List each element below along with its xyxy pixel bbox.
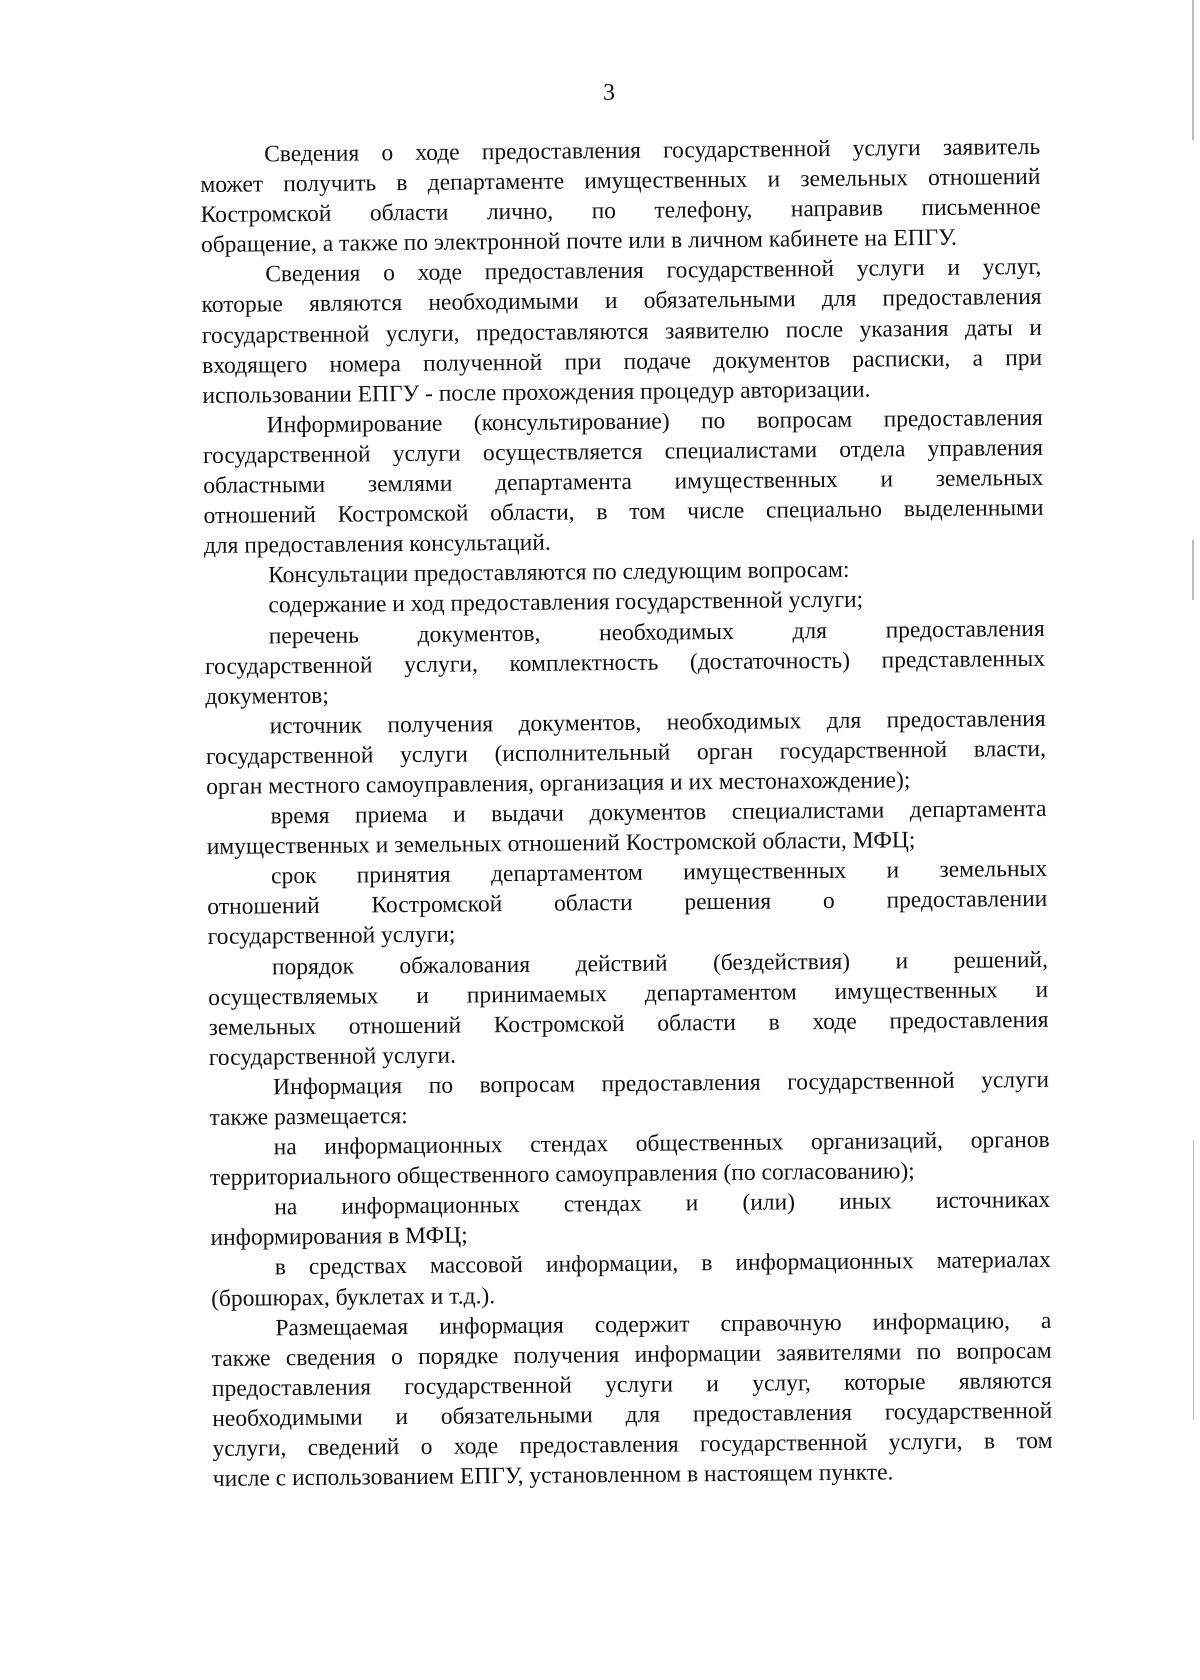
text-line: также сведения о порядке получения информации заявителями по вопросам	[211, 1337, 1052, 1372]
text-line: может получить в департаменте имущественных и земельных отношений	[200, 164, 1041, 199]
paragraph	[201, 252, 1042, 411]
text-line: Сведения о ходе предоставления государственной услуги и услуг,	[265, 254, 1042, 288]
text-line: документов;	[205, 682, 329, 710]
paragraph	[200, 132, 1041, 260]
paragraph	[209, 1065, 1050, 1133]
text-line: входящего номера полученной при подаче документов расписки, а при	[202, 344, 1043, 379]
text-line: перечень документов, необходимых для предоставления	[268, 615, 1045, 649]
text-line: числе с использованием ЕПГУ, установленном в настоящем пункте.	[212, 1459, 894, 1493]
text-line: порядок обжалования действий (бездействия) и решений,	[271, 946, 1049, 980]
paragraph	[203, 403, 1044, 562]
text-line: областными землями департамента имущественных и земельных	[203, 464, 1044, 500]
document-body	[200, 132, 1053, 1494]
text-line: источник получения документов, необходимых для предоставления	[269, 705, 1046, 740]
text-line: государственной услуги осуществляется специалистами отдела управления	[202, 434, 1044, 469]
text-line: предоставления государственной услуги и услуг, которые являются	[211, 1367, 1053, 1402]
text-line: государственной услуги, предоставляются заявителю после указания даты и	[201, 314, 1042, 349]
text-line: государственной услуги, комплектность (достаточность) представленных	[204, 645, 1046, 680]
text-line: Информирование (консультирование) по вопросам предоставления	[266, 404, 1043, 439]
text-line: использовании ЕПГУ - после прохождения процедур авторизации.	[202, 376, 871, 409]
paragraph	[210, 1185, 1051, 1253]
text-line: земельных отношений Костромской области в ходе предоставления	[208, 1006, 1049, 1041]
text-line: отношений Костромской области, в том числе специально выделенными	[203, 495, 1044, 530]
text-line: срок принятия департаментом имущественных и земельных	[270, 856, 1048, 890]
text-line: содержание и ход предоставления государственной услуги;	[268, 587, 864, 619]
text-line: территориального общественного самоуправления (по согласованию);	[209, 1158, 915, 1192]
paragraph	[210, 1125, 1051, 1193]
text-line: государственной услуги;	[207, 922, 456, 951]
text-line: Сведения о ходе предоставления государственной услуги заявитель	[264, 133, 1041, 168]
paragraph	[205, 613, 1046, 711]
scan-edge	[1192, 0, 1194, 140]
text-line: отношений Костромской области решения о предоставлении	[207, 886, 1048, 921]
text-line: которые являются необходимыми и обязательными для предоставления	[201, 284, 1042, 319]
text-line: Костромской области лично, по телефону, направив письменное	[200, 194, 1041, 229]
paragraph	[207, 854, 1048, 952]
text-line: Консультации предоставляются по следующим вопросам:	[268, 557, 850, 589]
text-line: государственной услуги (исполнительный орган государственной власти,	[205, 735, 1047, 770]
paragraph	[205, 704, 1046, 802]
text-line: обращение, а также по электронной почте или в личном кабинете на ЕПГУ.	[200, 225, 957, 259]
text-line: услуги, сведений о ходе предоставления государственной услуги, в том	[212, 1427, 1053, 1462]
text-line: для предоставления консультаций.	[203, 529, 551, 560]
text-line: имущественных и земельных отношений Костромской области, МФЦ;	[206, 827, 916, 861]
paragraph	[211, 1245, 1052, 1313]
text-line: также размещается:	[209, 1103, 408, 1131]
text-line: орган местного самоуправления, организация и их местонахождение);	[206, 767, 911, 800]
paragraph	[211, 1306, 1053, 1495]
text-line: государственной услуги.	[208, 1042, 457, 1071]
scan-edge	[1192, 540, 1194, 600]
text-line: Информация по вопросам предоставления государственной услуги	[272, 1066, 1050, 1101]
text-line: на информационных стендах и (или) иных источниках	[274, 1187, 1051, 1221]
text-line: информирования в МФЦ;	[210, 1222, 468, 1252]
text-line: Размещаемая информация содержит справочную информацию, а	[275, 1307, 1052, 1341]
text-line: время приема и выдачи документов специалистами департамента	[270, 795, 1047, 830]
text-line: в средствах массовой информации, в информационных материалах	[274, 1247, 1051, 1281]
text-line: (брошюрах, буклетах и т.д.).	[210, 1282, 496, 1312]
text-line: необходимыми и обязательными для предоставления государственной	[212, 1397, 1053, 1432]
paragraph	[208, 944, 1049, 1072]
scan-edge	[1193, 1140, 1194, 1420]
paragraph	[206, 794, 1047, 862]
page-number: 3	[603, 80, 615, 106]
text-line: на информационных стендах общественных организаций, органов	[273, 1126, 1050, 1161]
text-line: осуществляемых и принимаемых департаментом имущественных и	[208, 976, 1049, 1011]
